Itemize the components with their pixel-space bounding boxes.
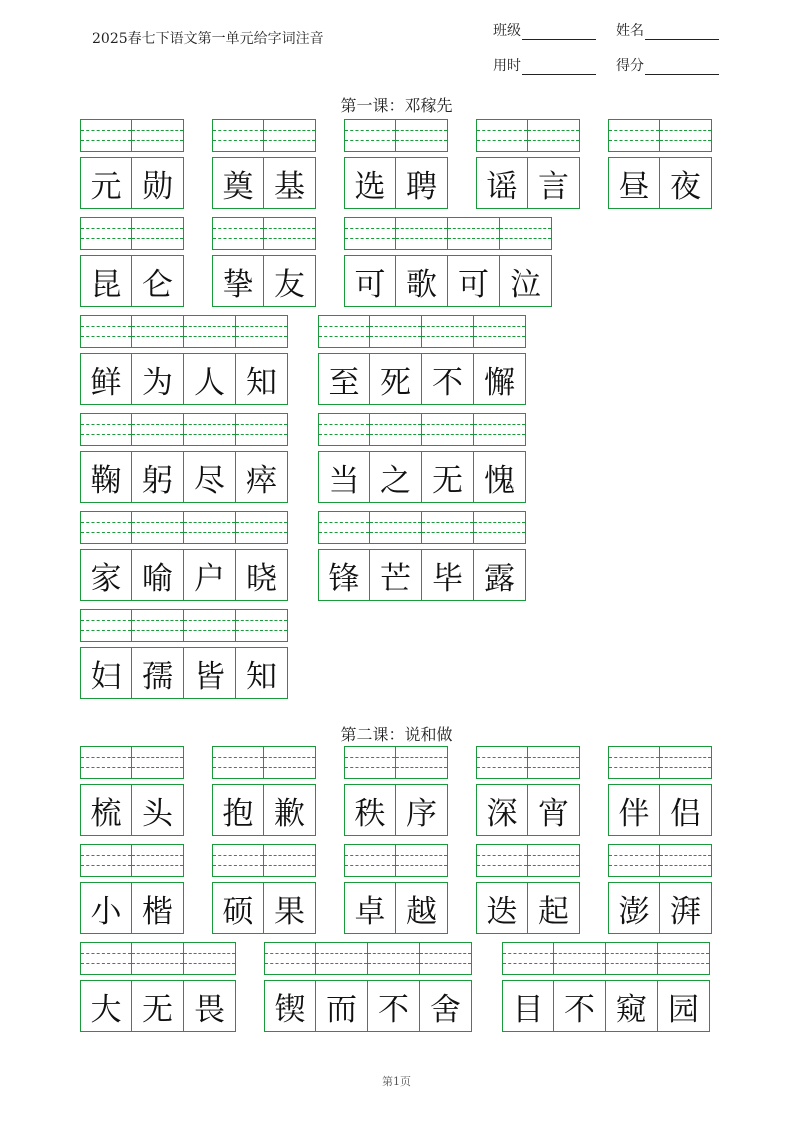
word-grid — [80, 609, 288, 699]
pinyin-box[interactable] — [132, 315, 184, 348]
pinyin-box[interactable] — [422, 315, 474, 348]
hanzi-box: 梳 — [80, 784, 132, 836]
hanzi-box: 谣 — [476, 157, 528, 209]
hanzi-box: 歉 — [264, 784, 316, 836]
pinyin-box[interactable] — [370, 413, 422, 446]
pinyin-box[interactable] — [132, 217, 184, 250]
class-field — [493, 20, 596, 40]
word-grid — [344, 746, 448, 836]
pinyin-box[interactable] — [368, 942, 420, 975]
pinyin-box[interactable] — [264, 942, 316, 975]
word-grid — [608, 746, 712, 836]
word-grid — [318, 413, 526, 503]
pinyin-box[interactable] — [132, 746, 184, 779]
name-label: 姓名 — [616, 23, 644, 39]
hanzi-box: 硕 — [212, 882, 264, 934]
pinyin-box[interactable] — [660, 844, 712, 877]
word-grid — [80, 413, 288, 503]
pinyin-box[interactable] — [264, 844, 316, 877]
hanzi-box: 毕 — [422, 549, 474, 601]
pinyin-box[interactable] — [80, 609, 132, 642]
pinyin-box[interactable] — [658, 942, 710, 975]
hanzi-box: 躬 — [132, 451, 184, 503]
pinyin-box[interactable] — [132, 609, 184, 642]
pinyin-box[interactable] — [474, 511, 526, 544]
word-grid — [476, 844, 580, 934]
hanzi-box: 卓 — [344, 882, 396, 934]
hanzi-box: 昼 — [608, 157, 660, 209]
hanzi-box: 晓 — [236, 549, 288, 601]
hanzi-box: 夜 — [660, 157, 712, 209]
hanzi-box: 而 — [316, 980, 368, 1032]
hanzi-box: 序 — [396, 784, 448, 836]
pinyin-box[interactable] — [80, 315, 132, 348]
hanzi-box: 舍 — [420, 980, 472, 1032]
hanzi-box: 楷 — [132, 882, 184, 934]
hanzi-box: 知 — [236, 353, 288, 405]
pinyin-box[interactable] — [132, 119, 184, 152]
word-grid — [608, 119, 712, 209]
hanzi-box: 家 — [80, 549, 132, 601]
hanzi-box: 选 — [344, 157, 396, 209]
hanzi-box: 勋 — [132, 157, 184, 209]
pinyin-box[interactable] — [344, 844, 396, 877]
pinyin-box[interactable] — [606, 942, 658, 975]
pinyin-box[interactable] — [80, 217, 132, 250]
pinyin-box[interactable] — [500, 217, 552, 250]
pinyin-box[interactable] — [236, 609, 288, 642]
worksheet-title: 2025春七下语文第一单元给字词注音 — [92, 31, 324, 47]
pinyin-box[interactable] — [396, 119, 448, 152]
class-label: 班级 — [493, 23, 521, 39]
pinyin-box[interactable] — [474, 315, 526, 348]
pinyin-box[interactable] — [528, 746, 580, 779]
pinyin-box[interactable] — [236, 315, 288, 348]
hanzi-box: 元 — [80, 157, 132, 209]
time-field — [493, 55, 596, 75]
hanzi-box: 锋 — [318, 549, 370, 601]
pinyin-box[interactable] — [608, 746, 660, 779]
hanzi-box: 歌 — [396, 255, 448, 307]
pinyin-box[interactable] — [474, 413, 526, 446]
pinyin-box[interactable] — [660, 746, 712, 779]
pinyin-box[interactable] — [80, 119, 132, 152]
pinyin-box[interactable] — [344, 746, 396, 779]
hanzi-box: 无 — [132, 980, 184, 1032]
hanzi-box: 宵 — [528, 784, 580, 836]
pinyin-box[interactable] — [608, 844, 660, 877]
hanzi-box: 皆 — [184, 647, 236, 699]
hanzi-box: 可 — [448, 255, 500, 307]
hanzi-box: 昆 — [80, 255, 132, 307]
word-grid — [476, 746, 580, 836]
hanzi-box: 小 — [80, 882, 132, 934]
hanzi-box: 至 — [318, 353, 370, 405]
hanzi-box: 友 — [264, 255, 316, 307]
hanzi-box: 妇 — [80, 647, 132, 699]
score-label: 得分 — [616, 58, 644, 74]
hanzi-box: 孺 — [132, 647, 184, 699]
hanzi-box: 头 — [132, 784, 184, 836]
pinyin-box[interactable] — [236, 511, 288, 544]
hanzi-box: 之 — [370, 451, 422, 503]
hanzi-box: 果 — [264, 882, 316, 934]
pinyin-box[interactable] — [554, 942, 606, 975]
hanzi-box: 不 — [368, 980, 420, 1032]
word-grid — [608, 844, 712, 934]
word-grid — [212, 746, 316, 836]
pinyin-box[interactable] — [396, 217, 448, 250]
pinyin-box[interactable] — [316, 942, 368, 975]
hanzi-box: 当 — [318, 451, 370, 503]
pinyin-box[interactable] — [528, 119, 580, 152]
time-blank[interactable] — [522, 60, 596, 75]
pinyin-box[interactable] — [502, 942, 554, 975]
pinyin-box[interactable] — [184, 609, 236, 642]
time-label: 用时 — [493, 58, 521, 74]
score-blank[interactable] — [645, 60, 719, 75]
pinyin-box[interactable] — [132, 942, 184, 975]
word-grid — [344, 119, 448, 209]
hanzi-box: 可 — [344, 255, 396, 307]
score-field — [616, 55, 719, 75]
word-grid — [80, 511, 288, 601]
word-grid — [318, 511, 526, 601]
pinyin-box[interactable] — [184, 511, 236, 544]
hanzi-box: 伴 — [608, 784, 660, 836]
pinyin-box[interactable] — [318, 413, 370, 446]
pinyin-box[interactable] — [132, 511, 184, 544]
hanzi-box: 户 — [184, 549, 236, 601]
hanzi-box: 挚 — [212, 255, 264, 307]
name-field — [616, 20, 719, 40]
pinyin-box[interactable] — [448, 217, 500, 250]
pinyin-box[interactable] — [132, 413, 184, 446]
hanzi-box: 愧 — [474, 451, 526, 503]
hanzi-box: 深 — [476, 784, 528, 836]
hanzi-box: 芒 — [370, 549, 422, 601]
class-blank[interactable] — [522, 25, 596, 40]
word-grid — [318, 315, 526, 405]
hanzi-box: 目 — [502, 980, 554, 1032]
hanzi-box: 瘁 — [236, 451, 288, 503]
pinyin-box[interactable] — [264, 217, 316, 250]
hanzi-box: 奠 — [212, 157, 264, 209]
pinyin-box[interactable] — [528, 844, 580, 877]
hanzi-box: 基 — [264, 157, 316, 209]
hanzi-box: 言 — [528, 157, 580, 209]
pinyin-box[interactable] — [476, 844, 528, 877]
hanzi-box: 鲜 — [80, 353, 132, 405]
pinyin-box[interactable] — [396, 844, 448, 877]
hanzi-box: 仑 — [132, 255, 184, 307]
pinyin-box[interactable] — [370, 315, 422, 348]
hanzi-box: 不 — [422, 353, 474, 405]
pinyin-box[interactable] — [80, 746, 132, 779]
word-grid — [502, 942, 710, 1032]
hanzi-box: 聘 — [396, 157, 448, 209]
hanzi-box: 死 — [370, 353, 422, 405]
page-number: 第1页 — [382, 1075, 411, 1088]
hanzi-box: 湃 — [660, 882, 712, 934]
lesson-title-2: 第二课：说和做 — [340, 725, 453, 744]
word-grid — [264, 942, 472, 1032]
hanzi-box: 澎 — [608, 882, 660, 934]
hanzi-box: 窥 — [606, 980, 658, 1032]
hanzi-box: 人 — [184, 353, 236, 405]
hanzi-box: 秩 — [344, 784, 396, 836]
pinyin-box[interactable] — [212, 217, 264, 250]
lesson-title-1: 第一课：邓稼先 — [340, 96, 453, 115]
pinyin-box[interactable] — [184, 942, 236, 975]
pinyin-box[interactable] — [212, 844, 264, 877]
word-grid — [80, 746, 184, 836]
hanzi-box: 知 — [236, 647, 288, 699]
pinyin-box[interactable] — [184, 413, 236, 446]
word-grid — [344, 217, 552, 307]
pinyin-box[interactable] — [80, 413, 132, 446]
pinyin-box[interactable] — [184, 315, 236, 348]
hanzi-box: 迭 — [476, 882, 528, 934]
pinyin-box[interactable] — [344, 119, 396, 152]
hanzi-box: 露 — [474, 549, 526, 601]
word-grid — [80, 315, 288, 405]
pinyin-box[interactable] — [264, 119, 316, 152]
name-blank[interactable] — [645, 25, 719, 40]
pinyin-box[interactable] — [80, 844, 132, 877]
word-grid — [212, 844, 316, 934]
hanzi-box: 为 — [132, 353, 184, 405]
pinyin-box[interactable] — [236, 413, 288, 446]
pinyin-box[interactable] — [422, 413, 474, 446]
pinyin-box[interactable] — [476, 746, 528, 779]
word-grid — [212, 217, 316, 307]
pinyin-box[interactable] — [396, 746, 448, 779]
pinyin-box[interactable] — [212, 746, 264, 779]
hanzi-box: 园 — [658, 980, 710, 1032]
hanzi-box: 泣 — [500, 255, 552, 307]
pinyin-box[interactable] — [608, 119, 660, 152]
pinyin-box[interactable] — [318, 315, 370, 348]
pinyin-box[interactable] — [370, 511, 422, 544]
pinyin-box[interactable] — [318, 511, 370, 544]
hanzi-box: 大 — [80, 980, 132, 1032]
pinyin-box[interactable] — [80, 942, 132, 975]
hanzi-box: 懈 — [474, 353, 526, 405]
pinyin-box[interactable] — [264, 746, 316, 779]
hanzi-box: 尽 — [184, 451, 236, 503]
hanzi-box: 畏 — [184, 980, 236, 1032]
hanzi-box: 喻 — [132, 549, 184, 601]
hanzi-box: 越 — [396, 882, 448, 934]
pinyin-box[interactable] — [476, 119, 528, 152]
hanzi-box: 无 — [422, 451, 474, 503]
pinyin-box[interactable] — [660, 119, 712, 152]
word-grid — [344, 844, 448, 934]
word-grid — [476, 119, 580, 209]
pinyin-box[interactable] — [420, 942, 472, 975]
hanzi-box: 侣 — [660, 784, 712, 836]
pinyin-box[interactable] — [212, 119, 264, 152]
pinyin-box[interactable] — [344, 217, 396, 250]
hanzi-box: 抱 — [212, 784, 264, 836]
hanzi-box: 起 — [528, 882, 580, 934]
hanzi-box: 锲 — [264, 980, 316, 1032]
pinyin-box[interactable] — [132, 844, 184, 877]
pinyin-box[interactable] — [80, 511, 132, 544]
word-grid — [80, 119, 184, 209]
word-grid — [80, 217, 184, 307]
word-grid — [80, 942, 236, 1032]
hanzi-box: 不 — [554, 980, 606, 1032]
pinyin-box[interactable] — [422, 511, 474, 544]
hanzi-box: 鞠 — [80, 451, 132, 503]
word-grid — [212, 119, 316, 209]
word-grid — [80, 844, 184, 934]
